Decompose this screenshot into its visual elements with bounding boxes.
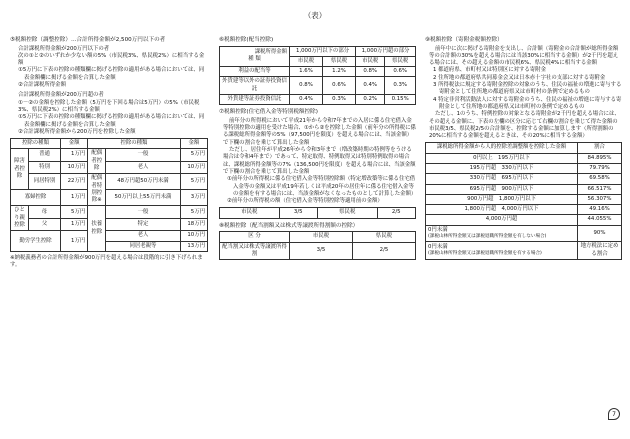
table-cell: 地方税法に定める割合 (578, 242, 622, 260)
table-cell: 普通 (29, 149, 61, 161)
donation-line: 4 特定非営利活動法人に対する寄附金のうち、住民の福祉の増進に寄与する寄附金として住所地の都道府県又は市町村の条例で定めるもの (433, 96, 622, 110)
table-cell: 一般 (106, 149, 180, 161)
table-row (11, 149, 208, 161)
table-cell: 195万円超 330万円以下 (426, 164, 578, 174)
dividend-heading: ⑥税額控除(配当控除) (219, 37, 274, 43)
table-cell: 配偶者特別控除※ (88, 174, 106, 206)
adjustment-line: 合計課税所得金額が200万円超の者 (18, 92, 104, 99)
table-header-row (426, 143, 622, 153)
adjustment-note: ※納税義務者の合計所得金額が900万円を超える場合は段階的に引き下げられます。 (10, 254, 203, 269)
table-cell: 0.3% (323, 95, 356, 105)
table-row (426, 205, 622, 215)
table-row (220, 67, 416, 77)
table-header: 控除の種類 (88, 139, 180, 149)
table-cell: 老人 (106, 231, 180, 241)
table-cell: 県民税 (317, 208, 377, 218)
table-cell: 外貨建等証券投資信託 (220, 95, 290, 105)
middle-section (219, 37, 416, 260)
table-header: 控除の種類 (11, 139, 61, 149)
table-cell: 48万円超50万円未満 (106, 174, 180, 190)
foreign-table (219, 231, 416, 260)
table-cell: 10万円 (180, 231, 207, 241)
table-cell: 22万円 (60, 174, 87, 190)
table-row (220, 208, 416, 218)
table-cell: 0.4% (356, 77, 385, 95)
table-cell: 1.2% (323, 67, 356, 77)
donation-line: 3 所得税法に規定する寄附金控除の対象のうち、住民の福祉の増進に寄与する寄附金として住所地の都道府県又は市町村の条例で定めるもの (433, 82, 622, 96)
table-cell: 0.6% (385, 67, 416, 77)
page-title: （表） (303, 11, 327, 20)
table-cell: 50万円以上55万円未満 (106, 190, 180, 206)
housing-line: ①前年分の所得税に係る住宅借入金等特別控除額（特定増改築等に係る住宅借入金等の金額又は平成19年若しくは平成20年の居住年に係る住宅借入金等の金額を有する場合には、当該金額がなくなったものとして計算した金額） (227, 176, 417, 197)
footer-label: 0円未満 (428, 243, 448, 250)
table-cell: 1.6% (290, 67, 323, 77)
dividend-table (219, 46, 416, 106)
table-cell (426, 225, 578, 241)
table-cell: 1,800万円超 4,000万円以下 (426, 205, 578, 215)
table-header: 市民税 (290, 232, 353, 242)
table-header-row (220, 232, 416, 242)
table-cell: 49.16% (578, 205, 622, 215)
donation-line: 2 住所地の都道府県共同募金会又は日本赤十字社の支部に対する寄附金 (433, 74, 606, 81)
table-cell: 56.307% (578, 194, 622, 204)
table-header: 区 分 (220, 232, 290, 242)
table-cell: 配当割又は株式等譲渡所得割 (220, 242, 290, 260)
table-cell: 勤労学生控除 (11, 231, 61, 252)
table-cell: 3/5 (279, 208, 317, 218)
table-cell: 0円以上 195万円以下 (426, 153, 578, 163)
table-cell: 0.3% (385, 77, 416, 95)
table-cell: 18万円 (180, 218, 207, 230)
table-cell: 特別 (29, 161, 61, 173)
table-row (11, 190, 208, 206)
diag-bottom: 種 類 (248, 56, 261, 63)
housing-rate-table (219, 207, 416, 218)
table-cell: 外貨建等以外の証券投資信託 (220, 77, 290, 95)
page-number: 7 (608, 408, 620, 420)
table-cell: 4,000万円超 (426, 215, 578, 225)
donation-section (425, 37, 622, 260)
adjustment-line: ①5万円に下表の控除の種類欄に掲げる控除の適用がある場合においては、同表金額欄に掲げる金額を合算した金額 (18, 114, 205, 128)
table-cell: 1万円 (60, 231, 87, 252)
table-cell: 79.79% (578, 164, 622, 174)
table-cell: 5万円 (180, 206, 207, 218)
table-cell: 90% (578, 225, 622, 241)
table-header: 県民税 (323, 56, 356, 66)
table-header: 市民税 (356, 56, 385, 66)
table-cell: 330万円超 695万円以下 (426, 174, 578, 184)
table-cell: 3/5 (290, 242, 353, 260)
table-row (11, 206, 208, 218)
adjustment-line: ①5万円に下表の控除の種類欄に掲げる控除の適用がある場合においては、同表金額欄に掲げる金額を合算した金額 (18, 67, 205, 81)
table-cell: ひとり親控除 (11, 206, 29, 231)
table-cell: 0.2% (356, 95, 385, 105)
donation-heading: ⑨税額控除（寄附金税額控除） (425, 37, 503, 43)
table-cell: 10万円 (180, 161, 207, 173)
housing-line: ただし、居住年が平成26年から令和3年まで（増改築時期の特例等をうける場合は令和4年まで）であって、特定取得、特例取得又は特別特例取得の場合は、課税総所得金額等の7%（136,500円を限度）を超える場合には、当該金額で下欄の割合を乗じて算出した金額 (223, 147, 416, 175)
table-cell: 0.8% (290, 77, 323, 95)
table-cell: 2/5 (377, 208, 415, 218)
adjustment-section (10, 37, 208, 270)
table-cell: 66.517% (578, 184, 622, 194)
table-cell: 2/5 (353, 242, 416, 260)
table-cell: 5万円 (180, 149, 207, 161)
table-cell: 1万円 (60, 190, 87, 206)
table-cell: 特定 (106, 218, 180, 230)
adjustment-table (10, 138, 208, 252)
housing-line: 前年分の所得税において平成21年から令和7年までの入居に係る住宅借入金等特別控除の適用を受けた場合、①から②を控除した金額（前年分の所得税に係る課税総所得金額等の5%（97,500円を限度）を超える場合には、当該金額）で下欄の割合を乗じて算出した金額 (223, 117, 416, 146)
donation-line: ただし、1のうち、特例控除の対象となる寄附金が2千円を超える場合には、その超える金額に、下表の左欄の区分に応じて右欄の割合を乗じて得た金額の市民税3/5、県民税2/5の合計額を、控除する金額に加算します（所得割額の20%に相当する金額を超えるときは、その20%に相当する金額） (429, 111, 620, 140)
donation-table (425, 142, 622, 259)
diag-top: 課税所得金額 (254, 49, 287, 56)
footer-sub: (課税山林所得金額又は課税退職所得金額を有する場合) (428, 251, 542, 257)
table-header: 課税総所得金額から人的控除差調整額を控除した金額 (426, 143, 578, 153)
table-cell: 寡婦控除 (11, 190, 61, 206)
footer-sub: (課税山林所得金額又は課税退職所得金額を有しない場合) (428, 234, 547, 240)
table-row (11, 218, 208, 230)
table-cell: 同居老親等 (106, 241, 180, 251)
table-header: 金額 (180, 139, 207, 149)
table-cell: 84.895% (578, 153, 622, 163)
table-cell: 一般 (106, 206, 180, 218)
diagonal-header (220, 46, 290, 67)
table-cell: 900万円超 1,800万円以下 (426, 194, 578, 204)
adjustment-line: 次の①と②のいずれか少ない額の5%（市民税3%、県民税2%）に相当する金額 (18, 52, 205, 67)
adjustment-line: ①－②の金額を控除した金額（5万円を下回る場合は5万円）の5%（市民税3%、県民税2%）に相当する金額 (18, 99, 200, 113)
donation-line: 1 都道府県、市町村又は特別区に対する寄附金 (433, 67, 546, 74)
table-row (220, 242, 416, 260)
table-header: 1,000万円以下の部分 (290, 46, 356, 56)
table-cell: 10万円 (60, 161, 87, 173)
table-cell: 老人 (106, 161, 180, 173)
table-cell: 3万円 (180, 190, 207, 206)
table-row (426, 174, 622, 184)
adjustment-line: ②合計課税所得金額 (18, 82, 66, 89)
table-row (426, 215, 622, 225)
table-cell: 障害者控除 (11, 149, 29, 190)
table-row (11, 161, 208, 173)
table-header: 市民税 (290, 56, 323, 66)
table-cell: 695万円超 900万円以下 (426, 184, 578, 194)
housing-line: ②前年分の所得税の額（住宅借入金等特別控除等適用前の金額） (227, 198, 383, 205)
table-row (220, 95, 416, 105)
donation-line: 前年中に次に掲げる寄附金を支出し、合計額（寄附金の合計額が総所得金額等の合計額の30%を超える場合には当該30%に相当する金額）が2千円を超える場合には、その超える金額の市民税6%、県民税4%に相当する金額 (429, 45, 619, 67)
foreign-heading: ⑧税額控除（配当割額又は株式等譲渡所得割額の控除） (219, 222, 359, 229)
table-header: 県民税 (353, 232, 416, 242)
table-cell: 扶養控除 (88, 206, 106, 251)
table-row (426, 164, 622, 174)
table-header: 金額 (60, 139, 87, 149)
table-cell: 市民税 (220, 208, 280, 218)
table-row (426, 153, 622, 163)
table-row (11, 174, 208, 190)
table-cell: 0.15% (385, 95, 416, 105)
table-row (426, 242, 622, 260)
table-header: 割合 (578, 143, 622, 153)
footer-label: 0円未満 (428, 226, 448, 233)
table-header: 1,000万円超の部分 (356, 46, 416, 56)
table-cell: 0.8% (356, 67, 385, 77)
table-row (426, 184, 622, 194)
table-row (426, 194, 622, 204)
table-cell: 母 (29, 206, 61, 218)
table-row (11, 231, 208, 241)
table-row (220, 77, 416, 95)
table-cell: 69.58% (578, 174, 622, 184)
table-cell: 同居特別 (29, 174, 61, 190)
table-header-row (220, 46, 416, 56)
table-cell: 父 (29, 218, 61, 230)
table-header: 県民税 (385, 56, 416, 66)
table-row (426, 225, 622, 241)
table-cell: 44.055% (578, 215, 622, 225)
table-cell: 利益の配当等 (220, 67, 290, 77)
table-cell: 0.6% (323, 77, 356, 95)
table-cell: 配偶者控除 (88, 149, 106, 174)
adjustment-heading: ⑤税額控除（調整控除）…合計所得金額が2,500万円以下の者 (10, 37, 166, 43)
table-cell: 5万円 (60, 206, 87, 218)
table-cell: 1万円 (60, 218, 87, 230)
table-cell: 1万円 (60, 149, 87, 161)
table-header-row (11, 139, 208, 149)
housing-heading: ⑦税額控除(住宅借入金等特別税額控除) (219, 109, 318, 116)
table-cell: 5万円 (180, 174, 207, 190)
table-cell (426, 242, 578, 260)
table-cell: 13万円 (180, 241, 207, 251)
table-cell: 0.4% (290, 95, 323, 105)
adjustment-line: 合計課税所得金額が200万円以下の者 (18, 45, 110, 52)
adjustment-line: ②合計課税所得金額から200万円を控除した金額 (18, 128, 136, 135)
